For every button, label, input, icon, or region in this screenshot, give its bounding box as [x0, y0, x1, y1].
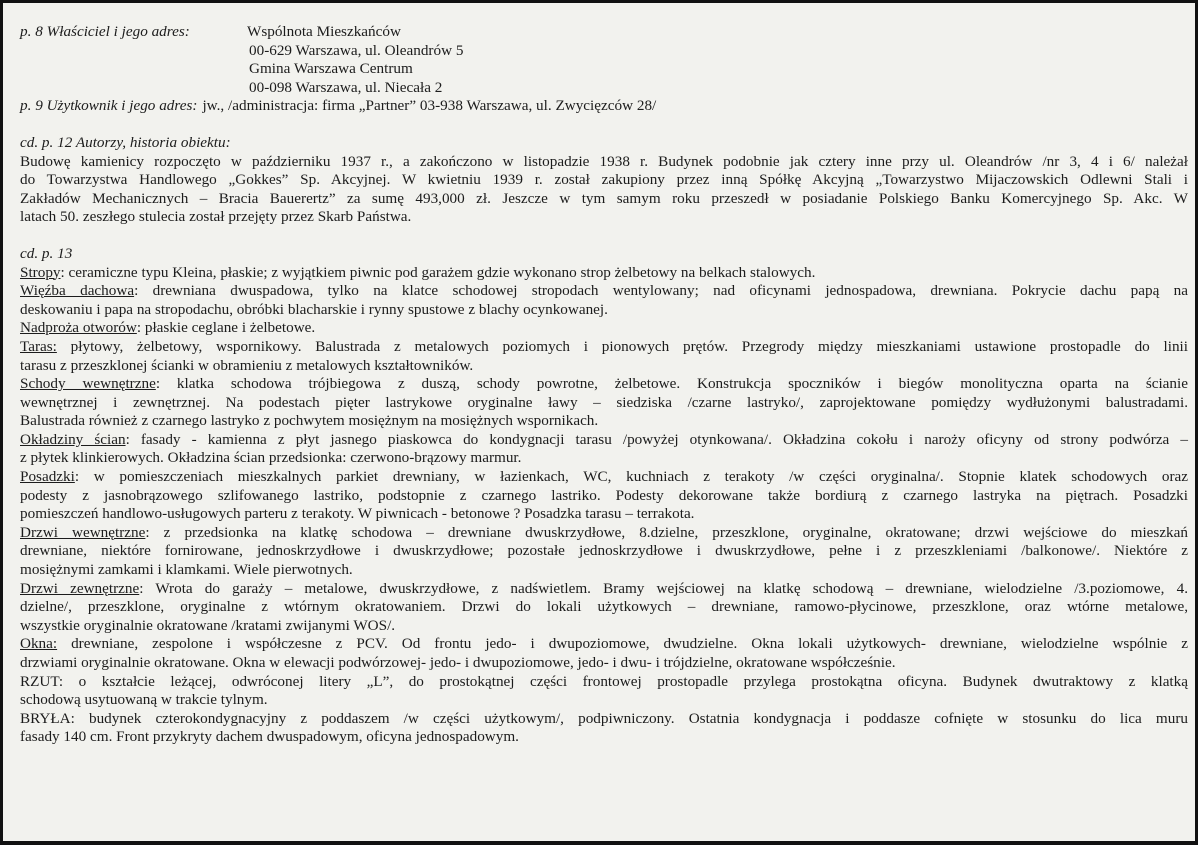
section13-item [20, 264, 1188, 283]
item-text: Balustrada również z czarnego lastryko z pochwytem mosiężnym na mosiężnych wspornikach. [20, 412, 599, 430]
item-term: Drzwi wewnętrzne [20, 523, 146, 541]
item-line [20, 264, 1188, 283]
section13-item [20, 375, 1188, 431]
item-line [20, 375, 1188, 394]
owner-row [20, 23, 1188, 42]
section13-item [20, 635, 1188, 672]
item-line [20, 505, 1188, 524]
item-line [20, 673, 1188, 692]
item-line [20, 635, 1188, 654]
item-text: schodową usytuowaną w trakcie tylnym. [20, 691, 268, 709]
item-term: Więźba dachowa [20, 282, 135, 300]
section13-item [20, 468, 1188, 524]
item-text: : Wrota do garaży – metalowe, dwuskrzydłowe, z nadświetlem. Bramy wejściowej na klatkę schodową – drewniane, wielodzielne /3.poziomowe, 4. [139, 579, 1188, 597]
item-line [20, 301, 1188, 320]
owner-line: 00-098 Warszawa, ul. Niecała 2 [249, 78, 443, 96]
item-line [20, 580, 1188, 599]
item-line [20, 338, 1188, 357]
item-text: RZUT: o kształcie leżącej, odwróconej litery „L”, do prostokątnej części frontowej prostopadle przylega prostokątna oficyna. Budynek dwutraktowy z klatką [20, 672, 1188, 690]
user-value: jw., /administracja: firma „Partner” 03-938 Warszawa, ul. Zwycięzców 28/ [202, 97, 657, 115]
item-text: drzwiami oryginalnie okratowane. Okna w elewacji podwórzowej- jedo- i dwupoziomowe, jedo- i dwu- i trójdzielne, okratowane współcześnie. [20, 654, 896, 671]
history-line: Zakładów Mechanicznych – Bracia Bauerertz” za sumę 493,000 zł. Jeszcze w tym samym roku przeszedł w posiadanie Polskiego Banku Komercyjnego Sp. Akc. W [20, 189, 1188, 207]
history-line: do Towarzystwa Handlowego „Gokkes” Sp. Akcyjnej. W kwietniu 1939 r. został zakupiony przez inną Spółkę Akcyjną „Towarzystwo Mijaczowskich Odlewni Stali i [20, 171, 1188, 189]
item-line [20, 357, 1188, 376]
item-term: Schody wewnętrzne [20, 375, 156, 393]
item-line [20, 468, 1188, 487]
item-text: : w pomieszczeniach mieszkalnych parkiet drewniany, w łazienkach, WC, kuchniach z terakoty /w części oryginalna/. Stopnie klatek schodowych oraz [74, 468, 1188, 486]
item-text: : płaskie ceglane i żelbetowe. [136, 319, 316, 337]
item-text: drewniane, niektóre fornirowane, jednoskrzydłowe i dwuskrzydłowe; pozostałe jednoskrzydłowe i dwuskrzydłowe, pełne i z przeszkleniami /balkonowe/. Niektóre z [20, 542, 1188, 560]
item-text: : fasady - kamienna z płyt jasnego piaskowca do kondygnacji tarasu /powyżej otynkowana/. Okładzina cokołu i naroży oficyny od strony podwórza – [125, 430, 1188, 448]
history-heading: cd. p. 12 Autorzy, historia obiektu: [20, 133, 231, 151]
section13-item [20, 580, 1188, 636]
item-text: deskowaniu i papa na stropodachu, obróbki blacharskie i rynny spustowe z blachy ocynkowanej. [20, 300, 608, 318]
item-text: wewnętrznej i zewnętrznej. Na podestach pięter lastrykowe oryginalne ławy – siedziska /czarne lastryko/, zaprojektowane pomiędzy wydłużonymi balustradami. [20, 393, 1188, 411]
section13-items [20, 264, 1188, 747]
item-line [20, 282, 1188, 301]
section13-item [20, 319, 1188, 338]
item-line [20, 691, 1188, 710]
item-text: drewniane, zespolone i współczesne z PCV. Od frontu jedo- i dwupoziomowe, dwudzielne. Okna lokali użytkowych- drewniane, wielodzielne wspólnie z [57, 635, 1188, 653]
item-line [20, 542, 1188, 561]
owner-line: Gmina Warszawa Centrum [249, 60, 413, 78]
item-line [20, 598, 1188, 617]
item-term: Nadproża otworów [20, 319, 137, 337]
section13-item [20, 673, 1188, 710]
item-term: Taras: [20, 337, 57, 355]
item-line [20, 449, 1188, 468]
item-text: płytowy, żelbetowy, wspornikowy. Balustrada z metalowych poziomych i pionowych prętów. Przegrody między mieszkaniami ustawione prostopadle do linii [56, 337, 1188, 355]
item-term: Drzwi zewnętrzne [20, 579, 140, 597]
section13-item [20, 431, 1188, 468]
item-text: podesty z jasnobrązowego szlifowanego lastriko, podstopnie z czarnego lastriko. Podesty dekorowane także bordiurą z czarnego lastryka na piętrach. Posadzki [20, 486, 1188, 504]
item-line [20, 431, 1188, 450]
owner-label: p. 8 Właściciel i jego adres: [20, 23, 190, 40]
owner-line: Wspólnota Mieszkańców [247, 23, 401, 40]
item-text: tarasu z przeszklonej ścianki w obramieniu z metalowych kształtowników. [20, 356, 474, 374]
item-text: BRYŁA: budynek czterokondygnacyjny z poddaszem /w części użytkowym/, podpiwniczony. Ostatnia kondygnacja i poddasze cofnięte w stosunku do lica muru [20, 709, 1188, 727]
item-line [20, 412, 1188, 431]
history-line: latach 50. zeszłego stulecia został przejęty przez Skarb Państwa. [20, 208, 412, 226]
user-row [20, 97, 1188, 116]
item-line [20, 728, 1188, 747]
section13-item [20, 282, 1188, 319]
user-label: p. 9 Użytkownik i jego adres: [20, 97, 198, 115]
owner-line: 00-629 Warszawa, ul. Oleandrów 5 [249, 41, 464, 59]
item-line [20, 561, 1188, 580]
item-text: pomieszczeń handlowo-usługowych parteru z terakoty. W piwnicach - betonowe ? Posadzka tarasu – terrakota. [20, 505, 695, 523]
item-text: : drewniana dwuspadowa, tylko na klatce schodowej stropodach wentylowany; nad oficynami jednospadowa, drewniana. Pokrycie dachu papą na [134, 282, 1188, 300]
item-text: z płytek klinkierowych. Okładzina ścian przedsionka: czerwono-brązowy marmur. [20, 449, 522, 467]
item-line [20, 654, 1188, 673]
item-term: Okna: [20, 635, 58, 653]
item-line [20, 394, 1188, 413]
item-term: Okładziny ścian [20, 430, 126, 448]
item-text: : ceramiczne typu Kleina, płaskie; z wyjątkiem piwnic pod garażem gdzie wykonano strop żelbetowy na belkach stalowych. [60, 263, 816, 281]
history-line: Budowę kamienicy rozpoczęto w październiku 1937 r., a zakończono w listopadzie 1938 r. Budynek podobnie jak cztery inne przy ul. Oleandrów /nr 3, 4 i 6/ należał [20, 152, 1188, 170]
item-text: wszystkie oryginalnie okratowane /kratami zwijanymi WOS/. [20, 616, 396, 634]
item-line [20, 487, 1188, 506]
item-text: fasady 140 cm. Front przykryty dachem dwuspadowym, oficyna jednospadowym. [20, 728, 519, 746]
item-term: Posadzki [20, 468, 75, 486]
item-text: : klatka schodowa trójbiegowa z duszą, schody powrotne, żelbetowe. Konstrukcja spoczników i biegów monolityczna oparta na ścianie [155, 375, 1188, 393]
document-content [20, 23, 1188, 747]
item-text: : z przedsionka na klatkę schodowa – drewniane dwuskrzydłowe, 8.dzielne, przeszklone, oryginalne, okratowane; drzwi wejściowe do mieszkań [145, 523, 1188, 541]
item-text: mosiężnymi zamkami i klamkami. Wiele pierwotnych. [20, 561, 353, 579]
item-line [20, 524, 1188, 543]
item-text: dzielne/, przeszklone, oryginalne z wtórnym okratowaniem. Drzwi do lokali użytkowych – drewniane, ramowo-płycinowe, przeszklone, oraz wtórne metalowe, [20, 598, 1188, 616]
item-line [20, 617, 1188, 636]
item-line [20, 319, 1188, 338]
section13-item [20, 338, 1188, 375]
section13-item [20, 710, 1188, 747]
section13-heading: cd. p. 13 [20, 244, 73, 262]
item-line [20, 710, 1188, 729]
item-term: Stropy [20, 263, 61, 281]
history-paragraph [20, 153, 1188, 227]
section13-item [20, 524, 1188, 580]
